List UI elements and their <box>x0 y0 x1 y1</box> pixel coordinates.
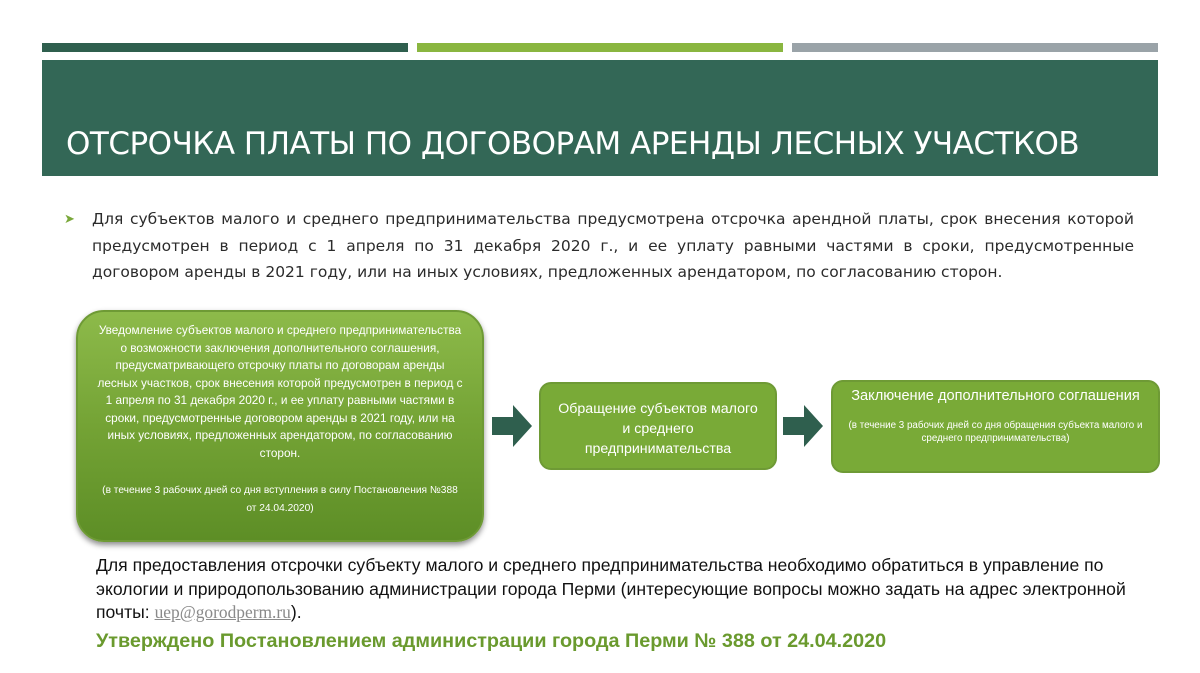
appeal-step-box <box>539 382 777 470</box>
right-arrow-icon <box>783 405 823 447</box>
email-link[interactable]: uep@gorodperm.ru <box>154 602 291 622</box>
notice-step-deadline: (в течение 3 рабочих дней со дня вступления в силу Постановления №388 от 24.04.2020) <box>102 485 458 514</box>
appeal-step-text: Обращение субъектов малого и среднего предпринимательства <box>558 401 758 457</box>
notice-step-box <box>76 310 484 542</box>
title-band <box>42 60 1158 176</box>
notice-step-text: Уведомление субъектов малого и среднего предпринимательства о возможности заключения дополнительного соглашения, предусматривающего отсрочку платы по договорам аренды лесных участков, срок внесения которой предусмотрен в период с 1 апреля по 31 декабря 2020 г., и ее уплату равными частями в сроки, предусмотренные договором аренды в 2021 году, или на иных условиях, предложенных арендатором, по согласованию сторон. <box>97 323 463 460</box>
slide-title: ОТСРОЧКА ПЛАТЫ ПО ДОГОВОРАМ АРЕНДЫ ЛЕСНЫХ УЧАСТКОВ <box>66 126 1080 162</box>
contact-info <box>96 554 1136 625</box>
accent-bar-gray <box>792 43 1158 52</box>
contact-text-main: Для предоставления отсрочки субъекту малого и среднего предпринимательства необходимо обратиться в управление по экологии и природопользованию администрации города Перми (интересующие вопросы можно задать на адрес электронной почты: <box>96 555 1126 622</box>
accent-bar-dark <box>42 43 408 52</box>
contact-text-end: ). <box>290 602 302 622</box>
contract-step-box <box>831 380 1160 473</box>
right-arrow-icon <box>492 405 532 447</box>
accent-bar-green <box>417 43 783 52</box>
intro-bullet <box>64 206 1134 286</box>
contract-step-deadline: (в течение 3 рабочих дней со дня обращения субъекта малого и среднего предпринимательства) <box>848 419 1143 444</box>
intro-text: Для субъектов малого и среднего предпринимательства предусмотрена отсрочка арендной платы, срок внесения которой предусмотрен в период с 1 апреля по 31 декабря 2020 г., и ее уплату равными частями в сроки, предусмотренные договором аренды в 2021 году, или на иных условиях, предложенных арендатором, по согласованию сторон. <box>92 210 1134 281</box>
approval-note: Утверждено Постановлением администрации города Перми № 388 от 24.04.2020 <box>96 630 887 652</box>
contract-step-text: Заключение дополнительного соглашения <box>851 388 1140 404</box>
contact-text <box>96 554 1136 625</box>
arrowhead-bullet-icon: ➤ <box>64 211 75 226</box>
